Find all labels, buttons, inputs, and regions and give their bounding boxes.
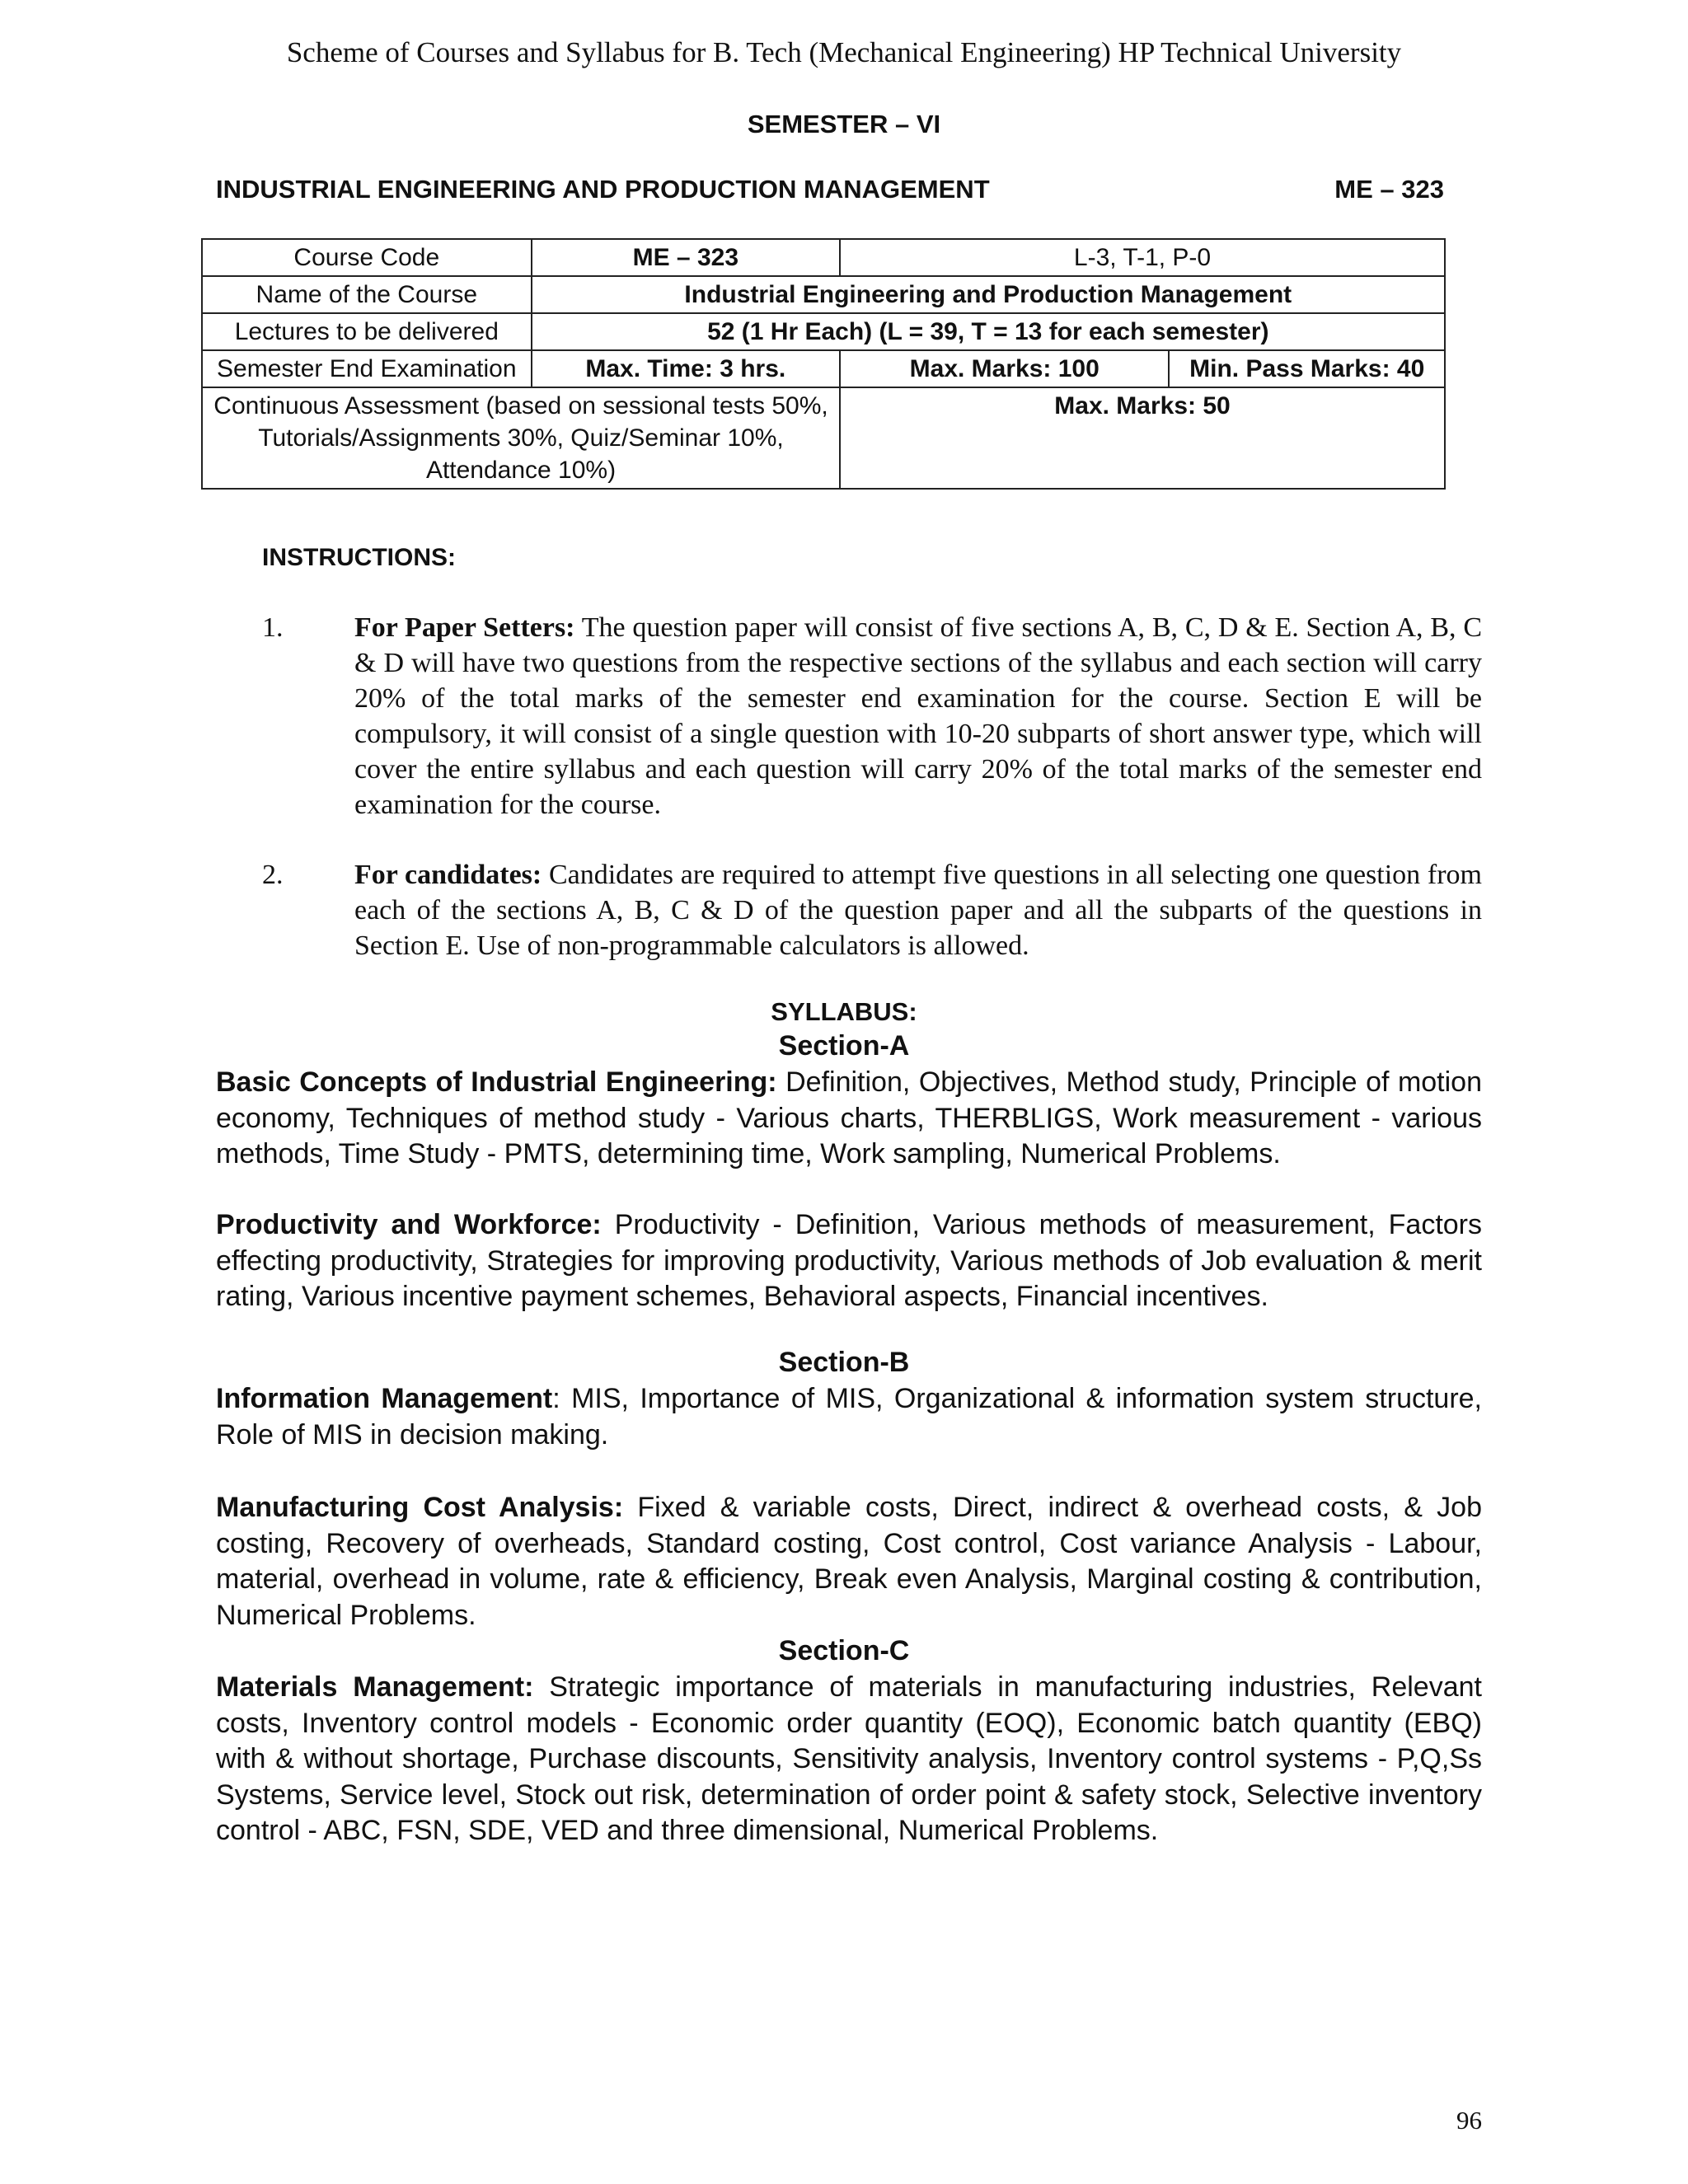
syllabus-heading: SYLLABUS:	[771, 997, 917, 1026]
instruction-item	[262, 610, 1482, 823]
table-cell-max-time: Max. Time: 3 hrs.	[532, 350, 840, 387]
topic-lead: Productivity and Workforce:	[216, 1209, 602, 1240]
topic-paragraph	[216, 1065, 1482, 1173]
instructions-heading: INSTRUCTIONS:	[262, 544, 456, 571]
topic-lead: Information Management	[216, 1383, 553, 1414]
topic-paragraph	[216, 1207, 1482, 1315]
topic-text: Definition, Objectives, Method study, Principle of motion economy, Techniques of method study - Various charts, THERBLIGS, Work measurement - various methods, Time Study - PMTS, determining time, Work sampling, Numerical Problems.	[216, 1066, 1482, 1169]
course-code: ME – 323	[1334, 175, 1444, 204]
instruction-number: 1.	[262, 612, 284, 643]
table-cell-ltp: L-3, T-1, P-0	[840, 239, 1445, 276]
table-cell-label: Semester End Examination	[202, 350, 532, 387]
table-cell-course-name: Industrial Engineering and Production Management	[532, 276, 1445, 313]
course-info-table	[201, 238, 1446, 490]
table-cell-label: Continuous Assessment (based on sessional tests 50%, Tutorials/Assignments 30%, Quiz/Seminar 10%, Attendance 10%)	[202, 387, 840, 489]
table-cell-lectures: 52 (1 Hr Each) (L = 39, T = 13 for each semester)	[532, 313, 1445, 350]
instruction-item	[262, 857, 1482, 963]
page-header: Scheme of Courses and Syllabus for B. Tech (Mechanical Engineering) HP Technical University	[286, 36, 1402, 68]
table-row	[202, 350, 1445, 387]
table-cell-min-pass: Min. Pass Marks: 40	[1169, 350, 1445, 387]
instruction-lead: For Paper Setters:	[354, 612, 575, 643]
table-cell-label: Lectures to be delivered	[202, 313, 532, 350]
semester-heading: SEMESTER – VI	[747, 110, 941, 138]
topic-paragraph	[216, 1490, 1482, 1633]
topic-text: Fixed & variable costs, Direct, indirect & overhead costs, & Job costing, Recovery of overheads, Standard costing, Cost control, Cost variance Analysis - Labour, material, overhead in volume, rate & efficiency, Break even Analysis, Marginal costing & contribution, Numerical Problems.	[216, 1492, 1482, 1631]
table-row	[202, 239, 1445, 276]
topic-text: : MIS, Importance of MIS, Organizational & information system structure, Role of MIS in decision making.	[216, 1383, 1483, 1451]
instruction-text: Candidates are required to attempt five questions in all selecting one question from each of the sections A, B, C & D of the question paper and all the subparts of the questions in Section E. Use of non-programmable calculators is allowed.	[354, 860, 1482, 961]
topic-paragraph	[216, 1381, 1482, 1453]
topic-lead: Manufacturing Cost Analysis:	[216, 1492, 624, 1523]
table-cell-code: ME – 323	[532, 239, 840, 276]
table-cell-label: Name of the Course	[202, 276, 532, 313]
table-cell-ca-marks: Max. Marks: 50	[840, 387, 1445, 489]
topic-lead: Materials Management:	[216, 1671, 534, 1703]
topic-text: Productivity - Definition, Various methods of measurement, Factors effecting productivity, Strategies for improving productivity, Various methods of Job evaluation & merit rating, Various incentive payment schemes, Behavioral aspects, Financial incentives.	[216, 1209, 1482, 1312]
topic-text: Strategic importance of materials in manufacturing industries, Relevant costs, Inventory control models - Economic order quantity (EOQ), Economic batch quantity (EBQ) with & without shortage, Purchase discounts, Sensitivity analysis, Inventory control systems - P,Q,Ss Systems, Service level, Stock out risk, determination of order point & safety stock, Selective inventory control - ABC, FSN, SDE, VED and three dimensional, Numerical Problems.	[216, 1671, 1482, 1846]
section-c-heading: Section-C	[778, 1635, 910, 1666]
table-cell-max-marks: Max. Marks: 100	[840, 350, 1169, 387]
table-row	[202, 276, 1445, 313]
topic-lead: Basic Concepts of Industrial Engineering:	[216, 1066, 777, 1098]
page-number: 96	[1456, 2106, 1482, 2135]
topic-paragraph	[216, 1670, 1482, 1849]
instruction-number: 2.	[262, 860, 284, 890]
table-row	[202, 387, 1445, 489]
section-b-heading: Section-B	[778, 1347, 910, 1378]
course-title: INDUSTRIAL ENGINEERING AND PRODUCTION MANAGEMENT	[216, 175, 990, 204]
table-cell-label: Course Code	[202, 239, 532, 276]
instruction-lead: For candidates:	[354, 860, 542, 890]
table-row	[202, 313, 1445, 350]
instruction-text: The question paper will consist of five sections A, B, C, D & E. Section A, B, C & D will have two questions from the respective sections of the syllabus and each section will carry 20% of the total marks of the semester end examination for the course. Section E will be compulsory, it will consist of a single question with 10-20 subparts of short answer type, which will cover the entire syllabus and each question will carry 20% of the total marks of the semester end examination for the course.	[354, 612, 1482, 820]
section-a-heading: Section-A	[778, 1030, 910, 1062]
